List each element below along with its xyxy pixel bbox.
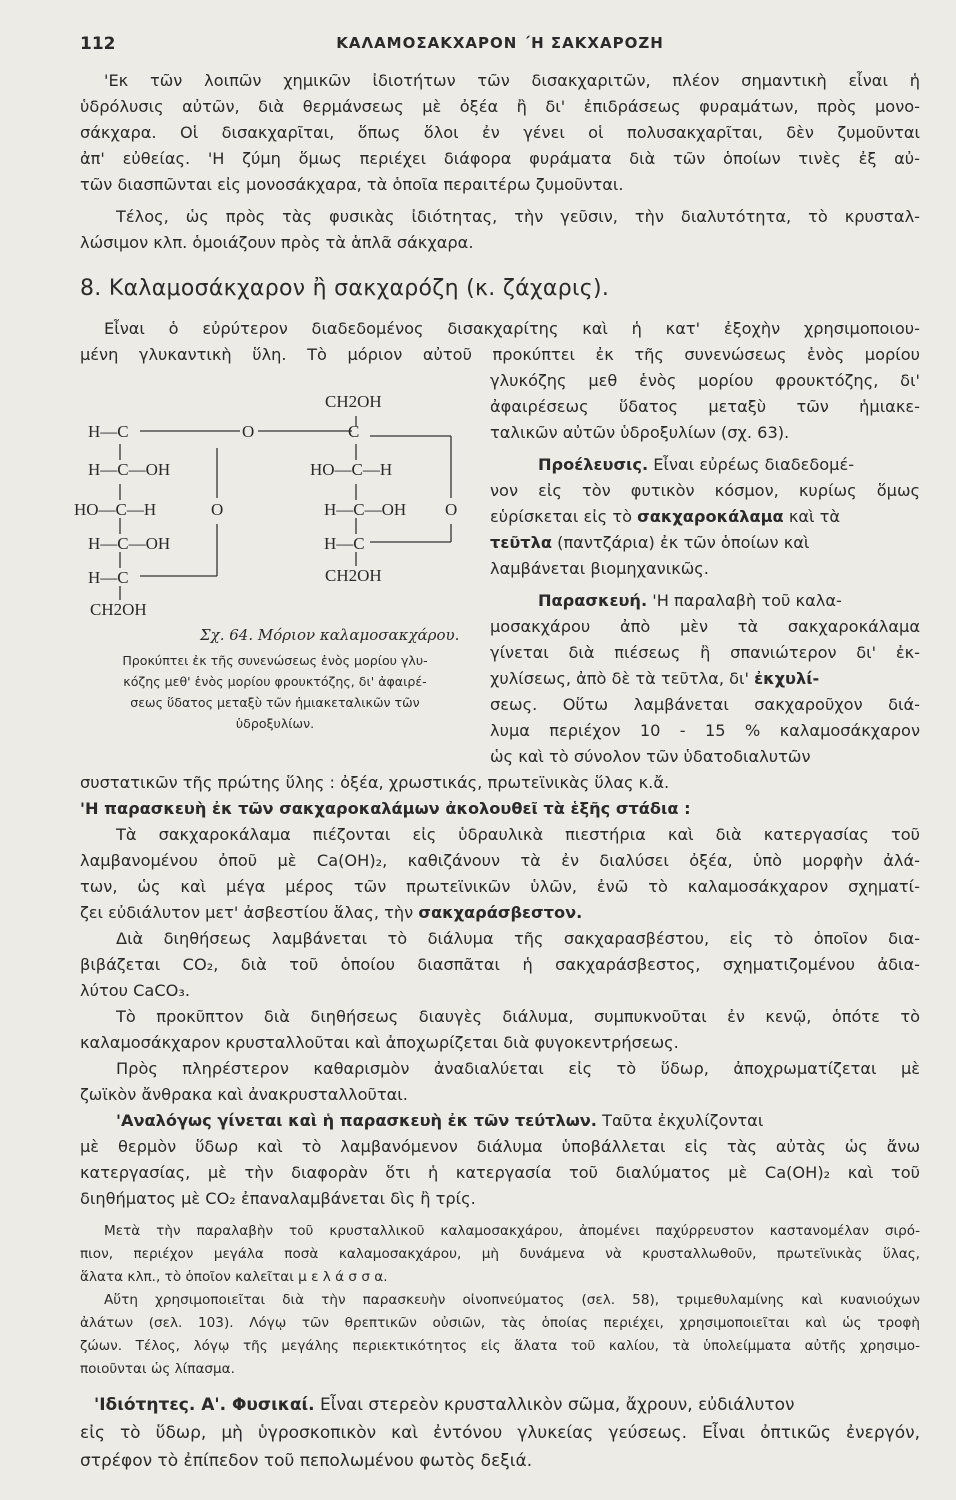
intro-line-7: λώσιμον κλπ. ὁμοιάζουν πρὸς τὰ ἁπλᾶ σάκχαρα. bbox=[80, 233, 474, 252]
glucose-c5: H—C bbox=[88, 568, 129, 587]
fructose-c4: H—C—OH bbox=[324, 500, 407, 519]
body-line-9: λύτου CaCO₃. bbox=[80, 981, 191, 1000]
figure-note-line: κόζης μεθ' ἑνὸς μορίου φρουκτόζης, δι' ἀφαιρέ- bbox=[123, 674, 427, 689]
properties-line-2: εἰς τὸ ὕδωρ, μὴ ὑγροσκοπικὸν καὶ ἐντόνου γλυκείας γεύσεως. Εἶναι ὀπτικῶς ἐνεργόν, bbox=[80, 1423, 920, 1443]
fructose-ch2oh-top: CH2OH bbox=[325, 392, 382, 411]
body-line-15: μὲ θερμὸν ὕδωρ καὶ τὸ λαμβανόμενον διάλυμα ὑποβάλλεται εἰς τὰς αὐτὰς ὡς ἄνω bbox=[80, 1137, 920, 1156]
figure-caption: Σχ. 64. Μόριον καλαμοσακχάρου. bbox=[200, 626, 460, 644]
fructose-c3: HO—C—H bbox=[310, 460, 393, 479]
note-line-4: Αὕτη χρησιμοποιεῖται διὰ τὴν παρασκευὴν οἰνοπνεύματος (σελ. 58), τριμεθυλαμίνης καὶ κυανιούχων bbox=[104, 1292, 920, 1308]
note-line-3: ἅλατα κλπ., τὸ ὁποῖον καλεῖται μ ε λ ά σ σ α. bbox=[80, 1269, 388, 1285]
prep-line-7: ὡς καὶ τὸ σύνολον τῶν ὑδατοδιαλυτῶν bbox=[490, 747, 811, 766]
prep-text-a: χυλίσεως, ἀπὸ δὲ τὰ τεῦτλα, δι' bbox=[490, 669, 749, 688]
body-text: ζει εὐδιάλυτον μετ' ἀσβεστίου ἅλας, τὴν bbox=[80, 903, 414, 922]
fructose-c5: H—C bbox=[324, 534, 365, 553]
properties-line-3: στρέφον τὸ ἐπίπεδον τοῦ πεπολωμένου φωτὸς δεξιά. bbox=[80, 1451, 533, 1471]
properties-line-1 bbox=[80, 1392, 920, 1418]
glucose-ch2oh: CH2OH bbox=[90, 600, 147, 619]
intro-line-6: Τέλος, ὡς πρὸς τὰς φυσικὰς ἰδιότητας, τὴν γεῦσιν, τὴν διαλυτότητα, τὸ κρυσταλ- bbox=[116, 207, 920, 226]
body-line-3: Τὰ σακχαροκάλαμα πιέζονται εἰς ὑδραυλικὰ πιεστήρια καὶ διὰ κατεργασίας τοῦ bbox=[116, 825, 920, 844]
right-line-3: ταλικῶν αὐτῶν ὑδροξυλίων (σχ. 63). bbox=[490, 423, 790, 442]
body-line-5: των, ὡς καὶ μέγα μέρος τῶν πρωτεϊνικῶν ὑλῶν, ἐνῶ τὸ καλαμοσάκχαρον σχηματί- bbox=[80, 877, 920, 896]
origin-line-2: νον εἰς τὸν φυτικὸν κόσμον, κυρίως ὅμως bbox=[490, 481, 920, 500]
section-intro-line-1: Εἶναι ὁ εὐρύτερον διαδεδομένος δισακχαρίτης καὶ ἡ κατ' ἐξοχὴν χρησιμοποιου- bbox=[104, 319, 920, 338]
section-heading: 8. Καλαμοσάκχαρον ἢ σακχαρόζη (κ. ζάχαρις). bbox=[80, 276, 610, 301]
saccharate-term: σακχαράσβεστον. bbox=[418, 903, 583, 922]
body-text: Ταῦτα ἐκχυλίζονται bbox=[602, 1111, 764, 1130]
body-line-8: βιβάζεται CO₂, διὰ τοῦ ὁποίου διασπᾶται ἡ σακχαράσβεστος, σχηματιζομένου ἀδια- bbox=[80, 955, 920, 974]
fructose-ch2oh-bottom: CH2OH bbox=[325, 566, 382, 585]
figure-note-line: ὑδροξυλίων. bbox=[235, 716, 315, 731]
properties-text: Εἶναι στερεὸν κρυσταλλικὸν σῶμα, ἄχρουν, εὐδιάλυτον bbox=[320, 1395, 795, 1415]
intro-line-1: 'Εκ τῶν λοιπῶν χημικῶν ἰδιοτήτων τῶν δισακχαριτῶν, πλέον σημαντικὴ εἶναι ἡ bbox=[104, 71, 920, 90]
body-line-14 bbox=[80, 1108, 920, 1134]
origin-text-a: εὑρίσκεται εἰς τὸ bbox=[490, 507, 632, 526]
prep-text: 'Η παραλαβὴ τοῦ καλα- bbox=[652, 591, 842, 610]
figure-note bbox=[80, 650, 470, 734]
body-line-13: ζωϊκὸν ἄνθρακα καὶ ἀνακρυσταλλοῦται. bbox=[80, 1085, 408, 1104]
right-line-1: γλυκόζης μεθ ἑνὸς μορίου φρουκτόζης, δι' bbox=[490, 371, 920, 390]
origin-text-c: (παντζάρια) ἐκ τῶν ὁποίων καὶ bbox=[557, 533, 810, 552]
prep-line-5: σεως. Οὕτω λαμβάνεται σακχαροῦχον διά- bbox=[490, 695, 920, 714]
body-line-2: 'Η παρασκευὴ ἐκ τῶν σακχαροκαλάμων ἀκολουθεῖ τὰ ἑξῆς στάδια : bbox=[80, 799, 691, 818]
sucrose-structure-diagram bbox=[74, 386, 480, 626]
note-line-6: ζώων. Τέλος, λόγῳ τῆς μεγάλης περιεκτικότητος εἰς ἅλατα τοῦ καλίου, τὰ ὑπολείμματα αὐτῆς χρησιμο- bbox=[80, 1338, 920, 1354]
origin-line-5: λαμβάνεται βιομηχανικῶς. bbox=[490, 559, 709, 578]
prep-line-3: γίνεται διὰ πιέσεως ἢ σπανιώτερον δι' ἐκ- bbox=[490, 643, 920, 662]
page-number: 112 bbox=[80, 34, 116, 54]
origin-text: Εἶναι εὐρέως διαδεδομέ- bbox=[653, 455, 855, 474]
beet-prep-heading: 'Αναλόγως γίνεται καὶ ἡ παρασκευὴ ἐκ τῶν τεύτλων. bbox=[116, 1111, 597, 1130]
body-line-11: καλαμοσάκχαρον κρυσταλλοῦται καὶ ἀποχωρίζεται διὰ φυγοκεντρήσεως. bbox=[80, 1033, 679, 1052]
glucose-ring-oxygen: O bbox=[211, 500, 224, 519]
prep-label: Παρασκευή. bbox=[538, 591, 648, 610]
fructose-ring-oxygen: O bbox=[445, 500, 458, 519]
sugarcane-term: σακχαροκάλαμα bbox=[637, 507, 784, 526]
body-line-12: Πρὸς πληρέστερον καθαρισμὸν ἀναδιαλύεται εἰς τὸ ὕδωρ, ἀποχρωματίζεται μὲ bbox=[116, 1059, 920, 1078]
origin-line-1 bbox=[490, 452, 920, 478]
glucose-c2: H—C—OH bbox=[88, 460, 171, 479]
body-line-4: λαμβανομένου ὀποῦ μὲ Ca(OH)₂, καθιζάνουν τὰ ἐν διαλύσει ὀξέα, ὑπὸ μορφὴν ἀλά- bbox=[80, 851, 920, 870]
prep-line-2: μοσακχάρου ἀπὸ μὲν τὰ σακχαροκάλαμα bbox=[490, 617, 920, 636]
prep-line-6: λυμα περιέχον 10 - 15 % καλαμοσάκχαρον bbox=[490, 721, 920, 740]
body-line-1: συστατικῶν τῆς πρώτης ὕλης : ὀξέα, χρωστικάς, πρωτεϊνικὰς ὕλας κ.ἄ. bbox=[80, 773, 670, 792]
intro-line-2: ὑδρόλυσις αὐτῶν, διὰ θερμάνσεως μὲ ὀξέα ἢ δι' ἐπιδράσεως φυραμάτων, πρὸς μονο- bbox=[80, 97, 920, 116]
origin-label: Προέλευσις. bbox=[538, 455, 649, 474]
body-line-17: διηθήματος μὲ CO₂ ἐπαναλαμβάνεται δὶς ἢ τρίς. bbox=[80, 1189, 476, 1208]
figure-note-line: σεως ὕδατος μεταξὺ τῶν ἡμιακεταλικῶν τῶν bbox=[130, 695, 420, 710]
origin-text-b: καὶ τὰ bbox=[788, 507, 841, 526]
note-line-2: πιον, περιέχον μεγάλα ποσὰ καλαμοσακχάρου, μὴ δυνάμενα νὰ κρυσταλλωθοῦν, πρωτεϊνικὰς ὕλας, bbox=[80, 1246, 920, 1262]
intro-line-4: ἀπ' εὐθείας. 'Η ζύμη ὅμως περιέχει διάφορα φυράματα διὰ τῶν ὁποίων τινὲς ἐξ αὐ- bbox=[80, 149, 920, 168]
right-line-2: ἀφαιρέσεως ὕδατος μεταξὺ τῶν ἡμιακε- bbox=[490, 397, 920, 416]
note-line-5: ἀλάτων (σελ. 103). Λόγῳ τῶν θρεπτικῶν οὐσιῶν, τὰς ὁποίας περιέχει, χρησιμοποιεῖται καὶ ὡς τροφὴ bbox=[80, 1315, 920, 1331]
figure-note-line: Προκύπτει ἐκ τῆς συνενώσεως ἑνὸς μορίου γλυ- bbox=[122, 653, 428, 668]
extraction-term: ἐκχυλί- bbox=[754, 669, 820, 688]
prep-line-4 bbox=[490, 666, 920, 692]
intro-line-3: σάκχαρα. Οἱ δισακχαρῖται, ὅπως ὅλοι ἐν γένει οἱ πολυσακχαρῖται, δὲν ζυμοῦνται bbox=[80, 123, 920, 142]
glucose-c3: HO—C—H bbox=[74, 500, 157, 519]
glucose-c4: H—C—OH bbox=[88, 534, 171, 553]
beet-term: τεῦτλα bbox=[490, 533, 552, 552]
origin-line-4 bbox=[490, 530, 920, 556]
body-line-6 bbox=[80, 900, 920, 926]
origin-line-3 bbox=[490, 504, 920, 530]
note-line-1: Μετὰ τὴν παραλαβὴν τοῦ κρυσταλλικοῦ καλαμοσακχάρου, ἀπομένει παχύρρευστον καστανομέλαν σιρό- bbox=[104, 1223, 920, 1239]
fructose-c2: C bbox=[348, 422, 360, 441]
body-line-10: Τὸ προκῦπτον διὰ διηθήσεως διαυγὲς διάλυμα, συμπυκνοῦται ἐν κενῷ, ὁπότε τὸ bbox=[116, 1007, 920, 1026]
page-header bbox=[80, 34, 920, 58]
note-line-7: ποιοῦνται ὡς λίπασμα. bbox=[80, 1361, 235, 1377]
intro-line-5: τῶν διασπῶνται εἰς μονοσάκχαρα, τὰ ὁποῖα περαιτέρω ζυμοῦνται. bbox=[80, 175, 624, 194]
prep-line-1 bbox=[490, 588, 920, 614]
body-line-16: κατεργασίας, μὲ τὴν διαφορὰν ὅτι ἡ κατεργασία τοῦ διαλύματος μὲ Ca(OH)₂ καὶ τοῦ bbox=[80, 1163, 920, 1182]
properties-heading: 'Ιδιότητες. Α'. Φυσικαί. bbox=[94, 1395, 315, 1415]
running-title: ΚΑΛΑΜΟΣΑΚΧΑΡΟΝ ΄Η ΣΑΚΧΑΡΟΖΗ bbox=[336, 34, 664, 52]
bridge-oxygen: O bbox=[242, 422, 255, 441]
body-line-7: Διὰ διηθήσεως λαμβάνεται τὸ διάλυμα τῆς σακχαρασβέστου, εἰς τὸ ὁποῖον δια- bbox=[116, 929, 920, 948]
glucose-c1: H—C bbox=[88, 422, 129, 441]
section-intro-line-2: μένη γλυκαντικὴ ὕλη. Τὸ μόριον αὐτοῦ προκύπτει ἐκ τῆς συνενώσεως ἑνὸς μορίου bbox=[80, 345, 920, 364]
